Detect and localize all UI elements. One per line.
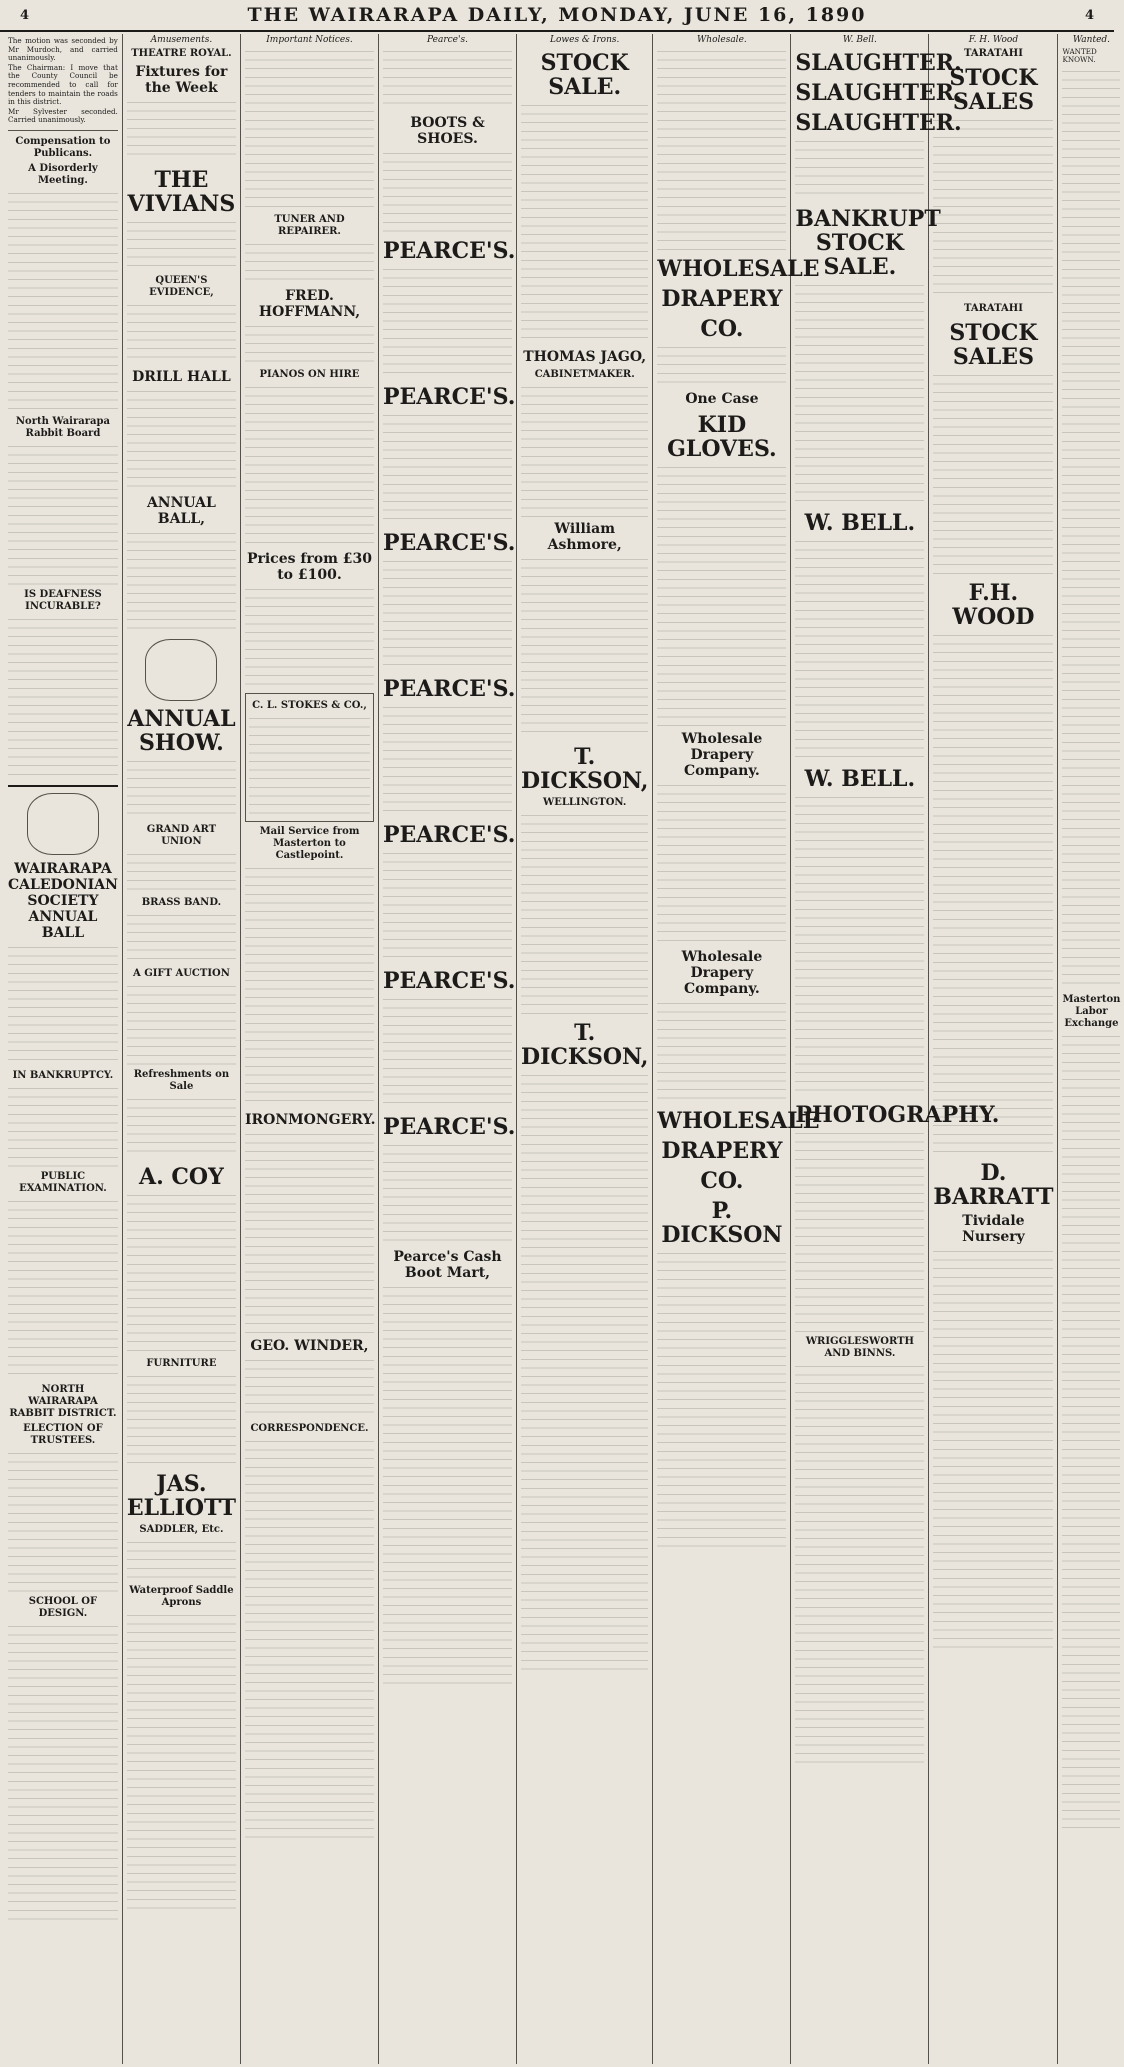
ad-heading: BRASS BAND.: [141, 896, 222, 908]
column-1: [4, 34, 123, 2064]
society-crest-image: [27, 793, 99, 855]
ad-heading: PEARCE'S.: [382, 529, 516, 556]
ad-heading: PEARCE'S.: [382, 821, 516, 848]
ad-heading: Prices from £30 to £100.: [246, 550, 373, 583]
ad-box: [245, 693, 374, 822]
ad-heading: Pearce's Cash Boot Mart,: [393, 1248, 502, 1281]
ad-heading: PHOTOGRAPHY.: [795, 1101, 1000, 1128]
ad-heading: ANNUAL SHOW.: [127, 705, 236, 756]
column-6: [653, 34, 820, 2064]
ad-heading: FURNITURE: [146, 1357, 217, 1369]
page-number: 4: [20, 7, 30, 23]
ad-heading: IRONMONGERY.: [244, 1111, 376, 1128]
ad-heading: THOMAS JAGO,: [523, 348, 647, 365]
ad-heading: TUNER AND REPAIRER.: [274, 213, 345, 237]
newspaper-title: THE WAIRARAPA DAILY, MONDAY, JUNE 16, 1890: [247, 4, 867, 26]
ad-heading: BANKRUPT STOCK SALE.: [795, 205, 941, 280]
ad-heading: THE VIVIANS: [127, 166, 236, 217]
ad-heading: W. BELL.: [804, 765, 916, 792]
column-3: [241, 34, 379, 2064]
ad-heading: SADDLER, Etc.: [139, 1523, 224, 1535]
ad-heading: CABINETMAKER.: [534, 368, 635, 380]
column-header: Wholesale.: [697, 35, 747, 45]
ad-heading: STOCK SALE.: [540, 49, 629, 100]
ad-heading: W. BELL.: [804, 509, 916, 536]
ad-heading: P. DICKSON: [661, 1197, 783, 1248]
ad-heading: Tividale Nursery: [962, 1212, 1025, 1245]
column-header: F. H. Wood: [968, 35, 1019, 45]
ad-heading: CORRESPONDENCE.: [250, 1422, 369, 1434]
ad-heading: BOOTS & SHOES.: [410, 114, 485, 147]
ad-heading: PEARCE'S.: [382, 383, 516, 410]
ad-heading: WELLINGTON.: [542, 796, 627, 808]
heading: SCHOOL OF DESIGN.: [28, 1595, 98, 1619]
ad-heading: Waterproof Saddle Aprons: [129, 1584, 234, 1608]
heading: PUBLIC EXAMINATION.: [19, 1170, 107, 1194]
ad-heading: WHOLESALE: [657, 255, 820, 282]
ad-heading: ANNUAL BALL,: [146, 494, 216, 527]
paragraph: The Chairman: I move that the County Council be recommended to call for tenders to maintain the roads in this district.: [8, 62, 118, 107]
ad-heading: QUEEN'S EVIDENCE,: [149, 274, 214, 298]
ad-heading: CO.: [700, 1167, 744, 1194]
ad-heading: A. COY: [139, 1163, 224, 1190]
ad-heading: STOCK SALES: [949, 64, 1038, 115]
ad-heading: Mail Service from Masterton to Castlepoint.: [259, 825, 360, 861]
ad-heading: JAS. ELLIOTT: [126, 1470, 236, 1521]
ad-heading: SLAUGHTER.: [795, 109, 962, 136]
column-header: Lowes & Irons.: [550, 35, 620, 45]
ad-heading: DRAPERY: [661, 1137, 783, 1164]
rooster-illustration: [145, 639, 217, 701]
ad-heading: WHOLESALE: [657, 1107, 820, 1134]
ad-heading: PEARCE'S.: [382, 1113, 516, 1140]
column-2: [123, 34, 241, 2064]
ad-heading: GRAND ART UNION: [146, 823, 217, 847]
column-header: W. Bell.: [842, 35, 877, 45]
ad-heading: PEARCE'S.: [382, 967, 516, 994]
ad-heading: One Case: [685, 390, 759, 407]
column-header: Important Notices.: [266, 35, 353, 45]
ad-heading: SLAUGHTER.: [795, 79, 962, 106]
column-9: [1058, 34, 1124, 2064]
ad-heading: DRILL HALL: [132, 368, 231, 385]
ad-heading: Wholesale Drapery Company.: [681, 730, 763, 779]
ad-heading: PEARCE'S.: [382, 675, 516, 702]
column-header: Pearce's.: [427, 35, 468, 45]
ad-heading: C. L. STOKES & CO.,: [252, 699, 367, 711]
ad-heading: PIANOS ON HIRE: [259, 368, 360, 380]
column-8: [929, 34, 1058, 2064]
ad-heading: FRED. HOFFMANN,: [258, 287, 361, 320]
column-5: [517, 34, 653, 2064]
masthead: [0, 0, 1114, 32]
ad-heading: A GIFT AUCTION: [132, 967, 230, 979]
heading: NORTH WAIRARAPA RABBIT DISTRICT.: [9, 1383, 117, 1419]
heading: IS DEAFNESS INCURABLE?: [24, 588, 102, 612]
newspaper-page: [4, 34, 1121, 2064]
ad-heading: T. DICKSON,: [520, 1019, 649, 1070]
ad-heading: F.H. WOOD: [952, 579, 1035, 630]
ad-heading: DRAPERY: [661, 285, 783, 312]
heading: North Wairarapa Rabbit Board: [15, 415, 110, 439]
column-4: [379, 34, 517, 2064]
ad-heading: STOCK SALES: [949, 319, 1038, 370]
page-number-right: 4: [1084, 7, 1094, 23]
ad-heading: THEATRE ROYAL.: [131, 47, 232, 59]
paragraph: Mr Sylvester seconded. Carried unanimously.: [8, 106, 118, 125]
heading: A Disorderly Meeting.: [28, 162, 98, 186]
ad-heading: D. BARRATT: [933, 1159, 1054, 1210]
ad-heading: Fixtures for the Week: [135, 63, 228, 96]
ad-heading: William Ashmore,: [547, 520, 622, 553]
ad-heading: CO.: [700, 315, 744, 342]
ad-heading: KID GLOVES.: [667, 411, 777, 462]
ad-heading: GEO. WINDER,: [250, 1337, 369, 1354]
column-header: Amusements.: [150, 35, 213, 45]
paragraph: The motion was seconded by Mr Murdoch, and carried unanimously.: [8, 36, 118, 63]
ad-heading: SLAUGHTER.: [795, 49, 962, 76]
heading: ELECTION OF TRUSTEES.: [23, 1422, 103, 1446]
heading: Compensation to Publicans.: [15, 135, 111, 159]
heading: IN BANKRUPTCY.: [12, 1069, 114, 1081]
ad-heading: WRIGGLESWORTH AND BINNS.: [805, 1335, 914, 1359]
ad-heading: TARATAHI: [963, 302, 1023, 314]
ad-heading: Masterton Labor Exchange: [1062, 993, 1121, 1029]
ad-heading: Wholesale Drapery Company.: [681, 948, 763, 997]
ad-heading: WANTED KNOWN.: [1062, 46, 1097, 65]
ad-heading: PEARCE'S.: [382, 237, 516, 264]
ad-heading: T. DICKSON,: [520, 743, 649, 794]
column-header: Wanted.: [1072, 35, 1111, 45]
ad-heading: Refreshments on Sale: [133, 1068, 230, 1092]
ad-heading: TARATAHI: [963, 47, 1023, 59]
ad-heading: WAIRARAPA CALEDONIAN SOCIETY ANNUAL BALL: [8, 860, 118, 941]
